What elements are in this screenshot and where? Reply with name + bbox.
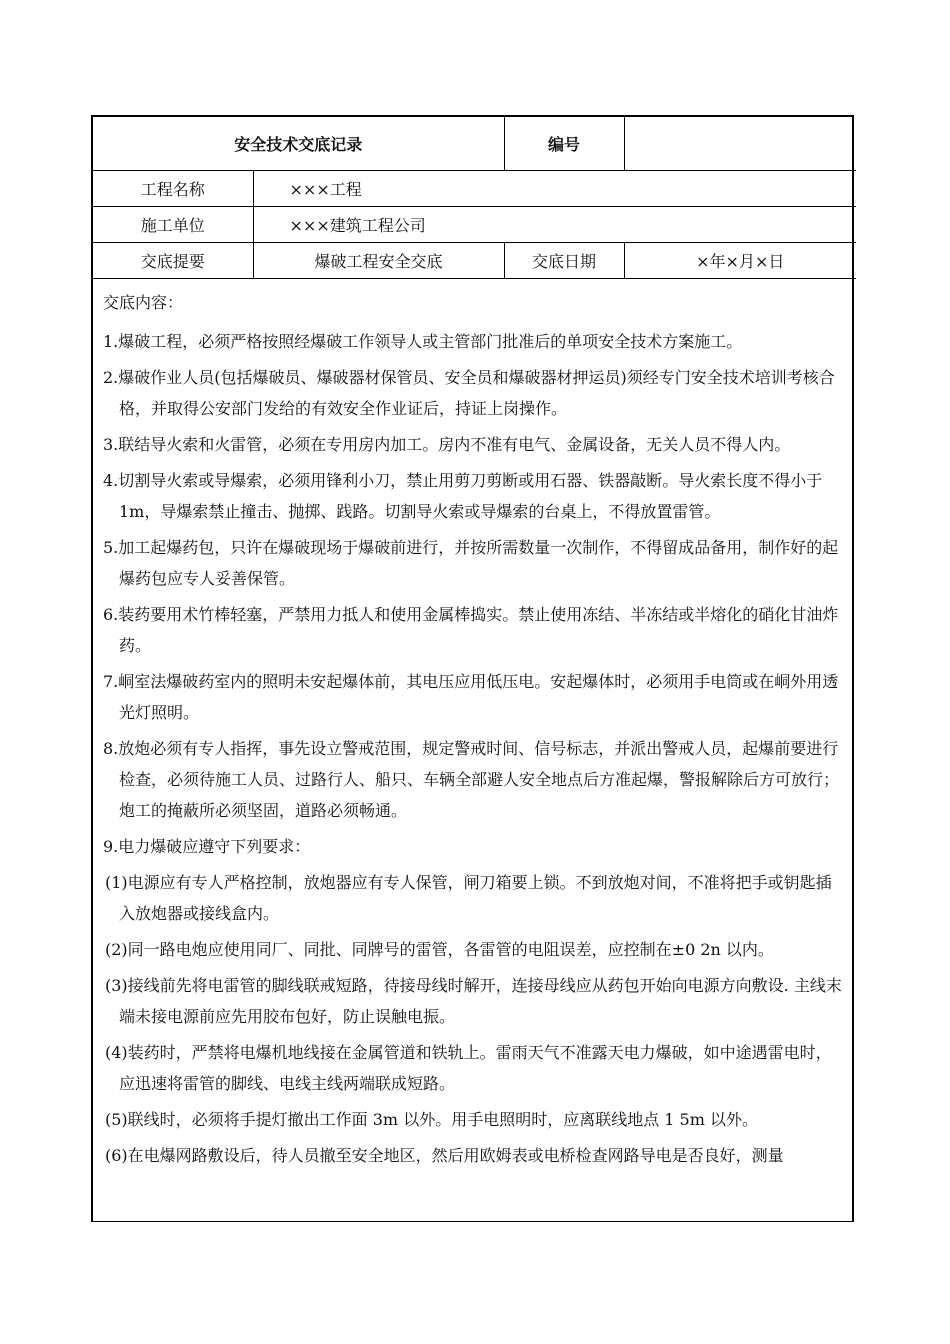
form-header-table [93,117,856,279]
briefing-content [93,279,852,1221]
date-value: ×年×月×日 [624,243,856,279]
project-name-value: ×××工程 [253,171,856,207]
project-name-label: 工程名称 [93,171,253,207]
safety-briefing-form [91,115,854,1222]
sub-list-item: (3)接线前先将电雷管的脚线联戒短路，待接母线时解开，连接母线应从药包开始向电源方向敷设. 主线末端未接电源前应先用胶布包好，防止误触电振。 [105,976,842,1026]
sub-list-item: (4)装药时，严禁将电爆机地线接在金属管道和铁轨上。雷雨天气不准露天电力爆破，如中途遇雷电时，应迅速将雷管的脚线、电线主线两端联成短路。 [105,1043,832,1093]
list-item: 3.联结导火索和火雷管，必须在专用房内加工。房内不准有电气、金属设备，无关人员不得人内。 [103,435,791,454]
sub-list-item: (6)在电爆网路敷设后，待人员撤至安全地区，然后用欧姆表或电桥检查网路导电是否良好，测量 [105,1146,784,1165]
list-item: 8.放炮必须有专人指挥，事先设立警戒范围，规定警戒时间、信号标志，并派出警戒人员，起爆前要进行检查，必须待施工人员、过路行人、船只、车辆全部避人安全地点后方准起爆，警报解除后方可放行；炮工的掩蔽所必须坚固，道路必须畅通。 [103,739,840,820]
sub-list-item: (1)电源应有专人严格控制，放炮器应有专人保管，闸刀箱要上锁。不到放炮对间，不准将把手或钥匙插入放炮器或接线盒内。 [105,873,832,923]
list-item: 2.爆破作业人员(包括爆破员、爆破器材保管员、安全员和爆破器材押运员)须经专门安全技术培训考核合格，并取得公安部门发给的有效安全作业证后，持证上岗操作。 [103,368,835,418]
number-value [624,117,856,171]
list-item: 9.电力爆破应遵守下列要求： [103,837,311,856]
form-title: 安全技术交底记录 [93,117,504,171]
list-item: 6.装药要用术竹棒轻塞，严禁用力抵人和使用金属棒捣实。禁止使用冻结、半冻结或半熔化的硝化甘油炸药。 [103,605,839,655]
sub-list-item: (5)联线时，必须将手提灯撤出工作面 3m 以外。用手电照明时，应离联线地点 1 5m 以外。 [105,1110,758,1129]
content-heading: 交底内容： [103,293,184,312]
date-label: 交底日期 [504,243,624,279]
list-item: 4.切割导火索或导爆索，必须用锋利小刀，禁止用剪刀剪断或用石器、铁器敲断。导火索长度不得小于 1m，导爆索禁止撞击、抛掷、践路。切割导火索或导爆索的台桌上，不得放置雷管。 [103,471,823,521]
list-item: 1.爆破工程，必须严格按照经爆破工作领导人或主管部门批准后的单项安全技术方案施工。 [103,332,743,351]
list-item: 7.峒室法爆破药室内的照明未安起爆体前，其电压应用低压电。安起爆体时，必须用手电筒或在峒外用透光灯照明。 [103,672,839,722]
summary-label: 交底提要 [93,243,253,279]
sub-list-item: (2)同一路电炮应使用同厂、同批、同牌号的雷管，各雷管的电阻误差，应控制在±0 2n 以内。 [105,940,774,959]
list-item: 5.加工起爆药包，只许在爆破现场于爆破前进行，并按所需数量一次制作，不得留成品备用，制作好的起爆药包应专人妥善保管。 [103,538,839,588]
construction-unit-label: 施工单位 [93,207,253,243]
construction-unit-value: ×××建筑工程公司 [253,207,856,243]
number-label: 编号 [504,117,624,171]
summary-value: 爆破工程安全交底 [253,243,504,279]
